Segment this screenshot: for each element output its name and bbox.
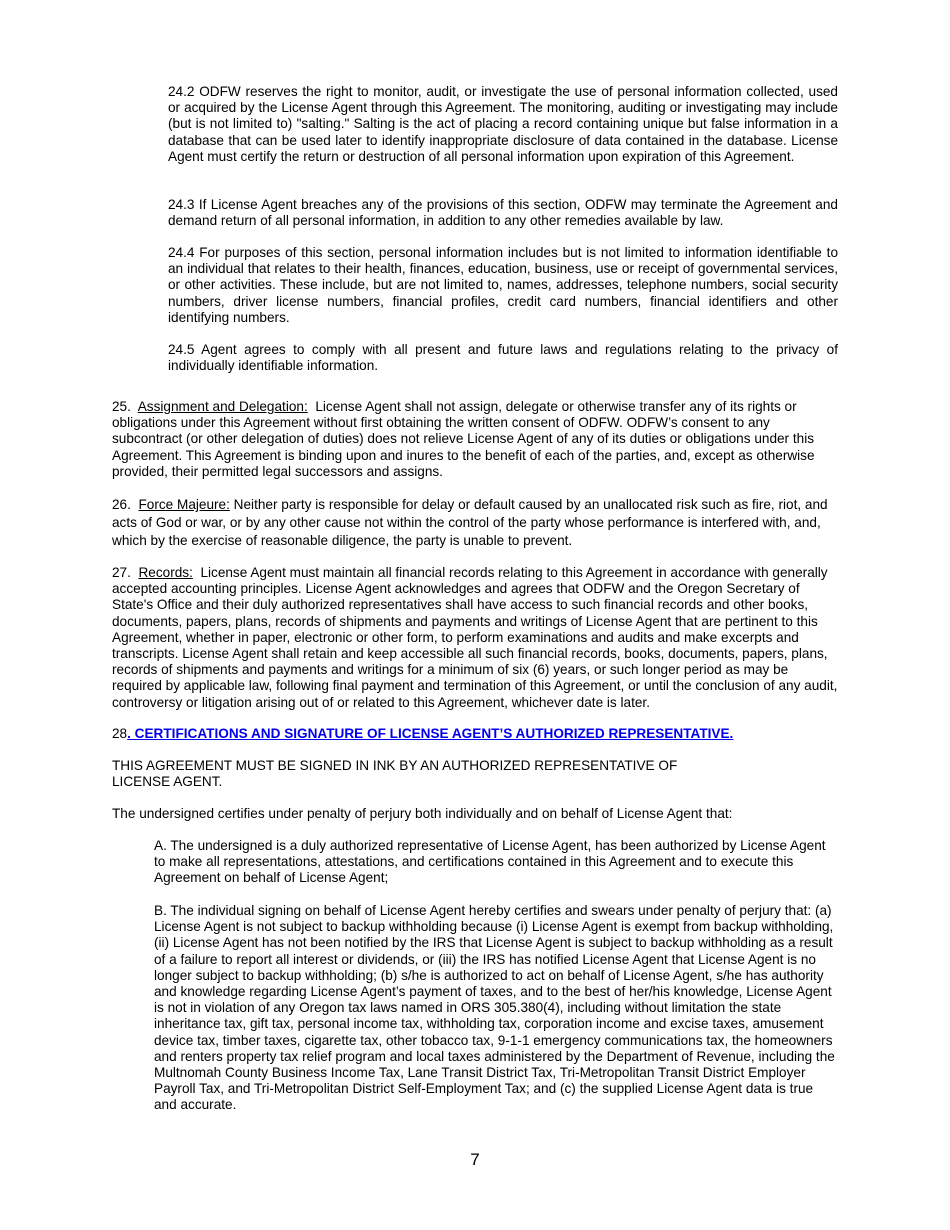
paragraph-24-3: 24.3 If License Agent breaches any of the provisions of this section, ODFW may terminate the Agreement and demand return of all personal information, in addition to any other remedies available by law.	[168, 197, 838, 229]
paragraph-24-2: 24.2 ODFW reserves the right to monitor, audit, or investigate the use of personal information collected, used or acquired by the License Agent through this Agreement. The monitoring, auditing or investigating may include (but is not limited to) "salting." Salting is the act of placing a record containing unique but false information in a database that can be used later to identify inappropriate disclosure of data contained in the database. License Agent must certify the return or destruction of all personal information upon expiration of this Agreement.	[168, 84, 838, 164]
section-26-number: 26.	[112, 497, 131, 512]
section-26-heading: Force Majeure:	[138, 497, 230, 512]
section-28-heading-line	[112, 726, 839, 742]
certification-item-b: B. The individual signing on behalf of License Agent hereby certifies and swears under penalty of perjury that: (a) License Agent is not subject to backup withholding because (i) License Agent is exempt from backup withholding, (ii) License Agent has not been notified by the IRS that License Agent is subject to backup withholding as a result of a failure to report all interest or dividends, or (iii) the IRS has notified License Agent that License Agent is no longer subject to backup withholding; (b) s/he is authorized to act on behalf of License Agent, s/he has authority and knowledge regarding License Agent’s payment of taxes, and to the best of her/his knowledge, License Agent is not in violation of any Oregon tax laws named in ORS 305.380(4), including without limitation the state inheritance tax, gift tax, personal income tax, withholding tax, corporation income and excise taxes, amusement device tax, timber taxes, cigarette tax, other tobacco tax, 9-1-1 emergency communications tax, the homeowners and renters property tax relief program and local taxes administered by the Department of Revenue, including the Multnomah County Business Income Tax, Lane Transit District Tax, Tri-Metropolitan Transit District Employer Payroll Tax, and Tri-Metropolitan District Self-Employment Tax; and (c) the supplied License Agent data is true and accurate.	[154, 903, 835, 1113]
section-28-heading-link[interactable]: . CERTIFICATIONS AND SIGNATURE OF LICENSE AGENT’S AUTHORIZED REPRESENTATIVE.	[127, 726, 734, 741]
certification-intro: The undersigned certifies under penalty of perjury both individually and on behalf of License Agent that:	[112, 806, 733, 821]
page-number: 7	[470, 1150, 480, 1169]
section-25-body: License Agent shall not assign, delegate or otherwise transfer any of its rights or obligations under this Agreement without first obtaining the written consent of ODFW. ODFW’s consent to any subcontract (or other delegation of duties) does not relieve License Agent of any of its duties or obligations under this Agreement. This Agreement is binding upon and inures to the benefit of each of the parties, and, except as otherwise provided, their permitted legal successors and assigns.	[112, 399, 815, 479]
section-27	[112, 565, 839, 711]
ink-signature-notice: THIS AGREEMENT MUST BE SIGNED IN INK BY AN AUTHORIZED REPRESENTATIVE OF LICENSE AGENT.	[112, 758, 678, 790]
section-27-heading: Records:	[138, 565, 193, 580]
section-28-number: 28	[112, 726, 128, 741]
certification-item-a: A. The undersigned is a duly authorized representative of License Agent, has been authorized by License Agent to make all representations, attestations, and certifications contained in this Agreement and to execute this Agreement on behalf of License Agent;	[154, 838, 826, 886]
section-25-heading: Assignment and Delegation:	[137, 399, 308, 414]
section-26-body: Neither party is responsible for delay or default caused by an unallocated risk such as fire, riot, and acts of God or war, or by any other cause not within the control of the party whose performance is interfered with, and, which by the exercise of reasonable diligence, the party is unable to prevent.	[112, 497, 828, 548]
section-27-body: License Agent must maintain all financial records relating to this Agreement in accordance with generally accepted accounting principles. License Agent acknowledges and agrees that ODFW and the Oregon Secretary of State's Office and their duly authorized representatives shall have access to such financial records and other books, documents, papers, plans, records of shipments and payments and writings of License Agent that are pertinent to this Agreement, whether in paper, electronic or other form, to perform examinations and audits and make excerpts and transcripts. License Agent shall retain and keep accessible all such financial records, books, documents, papers, plans, records of shipments and payments and writings for a minimum of six (6) years, or such longer period as may be required by applicable law, following final payment and termination of this Agreement, or until the conclusion of any audit, controversy or litigation arising out of or related to this Agreement, whichever date is later.	[112, 565, 838, 710]
paragraph-24-5: 24.5 Agent agrees to comply with all present and future laws and regulations relating to the privacy of individually identifiable information.	[168, 342, 838, 374]
section-26	[112, 496, 839, 550]
section-25-number: 25.	[112, 399, 131, 414]
paragraph-24-4: 24.4 For purposes of this section, personal information includes but is not limited to information identifiable to an individual that relates to their health, finances, education, business, use or receipt of governmental services, or other activities. These include, but are not limited to, names, addresses, telephone numbers, social security numbers, driver license numbers, financial profiles, credit card numbers, financial identifiers and other identifying numbers.	[168, 245, 838, 325]
section-27-number: 27.	[112, 565, 131, 580]
section-25	[112, 399, 839, 480]
